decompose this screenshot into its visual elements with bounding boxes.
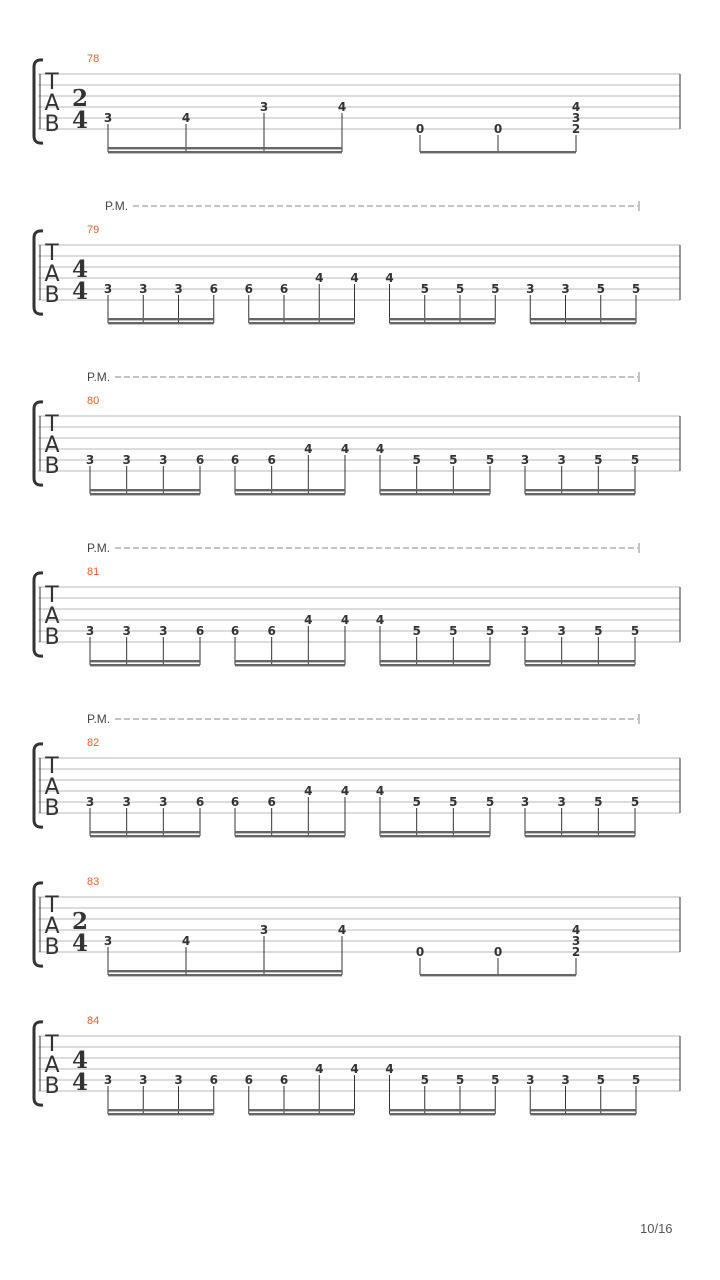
fret-number: 3 bbox=[122, 795, 131, 809]
note bbox=[412, 795, 420, 836]
note bbox=[631, 453, 639, 494]
fret-number: 6 bbox=[209, 1073, 218, 1087]
note bbox=[594, 795, 602, 836]
time-signature-digit: 4 bbox=[71, 1047, 89, 1074]
measure-number: 81 bbox=[87, 566, 100, 578]
fret-number: 3 bbox=[103, 934, 113, 948]
fret-number: 3 bbox=[122, 453, 131, 467]
note bbox=[267, 453, 275, 494]
measure-number: 82 bbox=[87, 737, 100, 749]
fret-number: 4 bbox=[385, 271, 394, 285]
note bbox=[631, 795, 639, 836]
fret-number: 3 bbox=[561, 282, 570, 296]
note bbox=[104, 282, 112, 323]
tab-clef-letter: A bbox=[44, 91, 60, 116]
system-bracket bbox=[34, 883, 43, 966]
beam bbox=[108, 974, 342, 976]
fret-number: 5 bbox=[455, 1073, 465, 1087]
beam bbox=[249, 1113, 355, 1115]
tab-clef-letter: B bbox=[44, 935, 60, 960]
beam bbox=[235, 660, 345, 662]
beam bbox=[530, 1113, 636, 1115]
fret-number: 3 bbox=[139, 282, 148, 296]
fret-number: 4 bbox=[385, 1062, 394, 1076]
fret-number: 5 bbox=[491, 1073, 500, 1087]
note bbox=[304, 442, 312, 494]
beam bbox=[249, 322, 355, 324]
note bbox=[412, 624, 420, 665]
fret-number: 5 bbox=[485, 795, 495, 809]
tab-clef-letter: B bbox=[44, 1074, 60, 1099]
time-signature-digit: 2 bbox=[71, 908, 89, 935]
beam bbox=[420, 974, 576, 976]
note bbox=[210, 1073, 218, 1114]
fret-number: 5 bbox=[449, 624, 458, 638]
note bbox=[86, 624, 94, 665]
fret-number: 4 bbox=[350, 1062, 359, 1076]
note bbox=[338, 100, 346, 152]
fret-number: 3 bbox=[526, 1073, 535, 1087]
fret-number: 4 bbox=[375, 784, 385, 798]
measure-number: 83 bbox=[87, 876, 100, 888]
fret-number: 6 bbox=[195, 624, 205, 638]
fret-number: 0 bbox=[415, 122, 425, 136]
note bbox=[210, 282, 218, 323]
beam bbox=[530, 318, 636, 320]
fret-number: 6 bbox=[244, 1073, 253, 1087]
fret-number: 6 bbox=[230, 795, 240, 809]
note bbox=[486, 453, 494, 494]
note bbox=[338, 923, 346, 975]
fret-number: 5 bbox=[412, 453, 421, 467]
fret-number: 4 bbox=[337, 923, 347, 937]
beam bbox=[108, 147, 342, 149]
tab-system-82 bbox=[34, 712, 680, 837]
fret-number: 3 bbox=[122, 624, 131, 638]
fret-number: 4 bbox=[375, 442, 385, 456]
fret-number: 5 bbox=[449, 795, 458, 809]
note bbox=[139, 1073, 147, 1114]
note bbox=[494, 945, 502, 975]
fret-number: 3 bbox=[139, 1073, 148, 1087]
fret-number: 4 bbox=[340, 784, 350, 798]
measure-number: 80 bbox=[87, 395, 100, 407]
tab-system-78 bbox=[34, 53, 680, 153]
note bbox=[572, 923, 580, 975]
fret-number: 3 bbox=[159, 453, 168, 467]
tab-clef-letter: B bbox=[44, 796, 60, 821]
note bbox=[104, 111, 112, 152]
system-bracket bbox=[34, 60, 43, 143]
beam bbox=[235, 489, 345, 491]
tab-clef-letter: A bbox=[44, 433, 60, 458]
note bbox=[267, 795, 275, 836]
note bbox=[174, 1073, 182, 1114]
fret-number: 3 bbox=[85, 453, 95, 467]
fret-number: 3 bbox=[259, 923, 269, 937]
tab-clef-letter: A bbox=[44, 914, 60, 939]
fret-number: 4 bbox=[304, 613, 313, 627]
tab-clef-letter: A bbox=[44, 262, 60, 287]
time-signature-digit: 4 bbox=[71, 930, 89, 957]
fret-number: 5 bbox=[631, 1073, 641, 1087]
note bbox=[122, 453, 130, 494]
beam bbox=[530, 1109, 636, 1111]
note bbox=[104, 934, 112, 975]
note bbox=[632, 1073, 640, 1114]
system-bracket bbox=[34, 573, 43, 656]
fret-number: 4 bbox=[375, 613, 385, 627]
fret-number: 4 bbox=[304, 442, 313, 456]
fret-number: 6 bbox=[279, 1073, 289, 1087]
beam bbox=[390, 318, 496, 320]
fret-number: 3 bbox=[159, 624, 168, 638]
note bbox=[486, 624, 494, 665]
fret-number: 4 bbox=[181, 111, 191, 125]
tab-clef-letter: T bbox=[45, 1032, 59, 1057]
fret-number: 4 bbox=[571, 100, 581, 114]
fret-number: 2 bbox=[571, 122, 581, 136]
note bbox=[104, 1073, 112, 1114]
fret-number: 2 bbox=[571, 945, 581, 959]
note bbox=[416, 122, 424, 152]
note bbox=[350, 271, 358, 323]
palm-mute-label: P.M. bbox=[87, 370, 111, 384]
note bbox=[245, 1073, 253, 1114]
tab-system-80 bbox=[34, 370, 680, 495]
page-number: 10/16 bbox=[640, 1221, 673, 1236]
note bbox=[521, 795, 529, 836]
note bbox=[260, 100, 268, 152]
fret-number: 3 bbox=[85, 795, 95, 809]
measure-number: 84 bbox=[87, 1015, 100, 1027]
beam bbox=[90, 835, 200, 837]
note bbox=[597, 282, 605, 323]
beam bbox=[380, 660, 490, 662]
fret-number: 5 bbox=[594, 453, 603, 467]
note bbox=[304, 613, 312, 665]
beam bbox=[390, 1109, 496, 1111]
time-signature-digit: 4 bbox=[71, 1069, 89, 1096]
tab-clef-letter: A bbox=[44, 1053, 60, 1078]
note bbox=[315, 1062, 323, 1114]
tab-clef-letter: B bbox=[44, 625, 60, 650]
note bbox=[182, 111, 190, 152]
fret-number: 6 bbox=[267, 624, 276, 638]
tab-system-83 bbox=[34, 876, 680, 976]
note bbox=[341, 784, 349, 836]
fret-number: 5 bbox=[630, 795, 640, 809]
note bbox=[267, 624, 275, 665]
fret-number: 5 bbox=[630, 453, 640, 467]
beam bbox=[108, 1109, 214, 1111]
note bbox=[449, 453, 457, 494]
note bbox=[122, 624, 130, 665]
beam bbox=[249, 318, 355, 320]
note bbox=[412, 453, 420, 494]
beam bbox=[108, 1113, 214, 1115]
note bbox=[526, 282, 534, 323]
note bbox=[341, 442, 349, 494]
fret-number: 6 bbox=[267, 453, 276, 467]
fret-number: 0 bbox=[493, 122, 503, 136]
note bbox=[557, 624, 565, 665]
beam bbox=[420, 151, 576, 153]
beam bbox=[380, 664, 490, 666]
tab-clef-letter: T bbox=[45, 241, 59, 266]
tab-clef-letter: B bbox=[44, 112, 60, 137]
beam bbox=[235, 493, 345, 495]
note bbox=[385, 1062, 393, 1114]
fret-number: 4 bbox=[340, 442, 350, 456]
fret-number: 3 bbox=[571, 934, 581, 948]
measure-number: 78 bbox=[87, 53, 100, 65]
note bbox=[456, 1073, 464, 1114]
fret-number: 4 bbox=[304, 784, 313, 798]
note bbox=[231, 624, 239, 665]
note bbox=[494, 122, 502, 152]
tab-clef-letter: A bbox=[44, 604, 60, 629]
fret-number: 5 bbox=[485, 624, 495, 638]
fret-number: 5 bbox=[596, 1073, 605, 1087]
fret-number: 3 bbox=[520, 453, 530, 467]
fret-number: 6 bbox=[209, 282, 218, 296]
fret-number: 4 bbox=[340, 613, 350, 627]
tab-system-79 bbox=[34, 199, 680, 324]
beam bbox=[380, 489, 490, 491]
system-bracket bbox=[34, 402, 43, 485]
beam bbox=[525, 831, 635, 833]
fret-number: 5 bbox=[485, 453, 495, 467]
tab-clef-letter: T bbox=[45, 893, 59, 918]
fret-number: 3 bbox=[103, 111, 113, 125]
beam bbox=[108, 318, 214, 320]
beam bbox=[525, 660, 635, 662]
note bbox=[491, 282, 499, 323]
fret-number: 3 bbox=[259, 100, 269, 114]
tab-system-84 bbox=[34, 1015, 680, 1115]
note bbox=[521, 624, 529, 665]
system-bracket bbox=[34, 1022, 43, 1105]
tab-clef-letter: B bbox=[44, 454, 60, 479]
note bbox=[304, 784, 312, 836]
fret-number: 3 bbox=[557, 624, 566, 638]
note bbox=[416, 945, 424, 975]
note bbox=[557, 795, 565, 836]
beam bbox=[249, 1109, 355, 1111]
note bbox=[280, 282, 288, 323]
note bbox=[376, 613, 384, 665]
beam bbox=[108, 970, 342, 972]
note bbox=[421, 282, 429, 323]
note bbox=[196, 795, 204, 836]
note bbox=[182, 934, 190, 975]
fret-number: 4 bbox=[315, 271, 324, 285]
note bbox=[561, 282, 569, 323]
fret-number: 3 bbox=[159, 795, 168, 809]
tab-clef-letter: T bbox=[45, 70, 59, 95]
note bbox=[486, 795, 494, 836]
beam bbox=[525, 489, 635, 491]
fret-number: 5 bbox=[631, 282, 641, 296]
note bbox=[350, 1062, 358, 1114]
beam bbox=[108, 151, 342, 153]
tab-clef-letter: A bbox=[44, 775, 60, 800]
note bbox=[260, 923, 268, 975]
fret-number: 3 bbox=[520, 795, 530, 809]
beam bbox=[90, 664, 200, 666]
beam bbox=[108, 322, 214, 324]
beam bbox=[525, 664, 635, 666]
tab-system-81 bbox=[34, 541, 680, 666]
fret-number: 5 bbox=[412, 795, 421, 809]
note bbox=[122, 795, 130, 836]
note bbox=[456, 282, 464, 323]
fret-number: 4 bbox=[337, 100, 347, 114]
note bbox=[86, 795, 94, 836]
note bbox=[231, 453, 239, 494]
fret-number: 4 bbox=[181, 934, 191, 948]
fret-number: 3 bbox=[103, 1073, 113, 1087]
time-signature-digit: 4 bbox=[71, 256, 89, 283]
fret-number: 5 bbox=[594, 624, 603, 638]
beam bbox=[380, 831, 490, 833]
note bbox=[449, 795, 457, 836]
fret-number: 5 bbox=[594, 795, 603, 809]
fret-number: 4 bbox=[350, 271, 359, 285]
fret-number: 0 bbox=[415, 945, 425, 959]
measure-number: 79 bbox=[87, 224, 100, 236]
note bbox=[449, 624, 457, 665]
fret-number: 6 bbox=[230, 453, 240, 467]
fret-number: 6 bbox=[244, 282, 253, 296]
tab-clef-letter: T bbox=[45, 583, 59, 608]
note bbox=[632, 282, 640, 323]
fret-number: 5 bbox=[491, 282, 500, 296]
note bbox=[174, 282, 182, 323]
palm-mute-label: P.M. bbox=[87, 541, 111, 555]
beam bbox=[235, 835, 345, 837]
fret-number: 3 bbox=[174, 282, 183, 296]
note bbox=[421, 1073, 429, 1114]
time-signature-digit: 4 bbox=[71, 107, 89, 134]
note bbox=[376, 442, 384, 494]
palm-mute-label: P.M. bbox=[87, 712, 111, 726]
note bbox=[245, 282, 253, 323]
fret-number: 3 bbox=[85, 624, 95, 638]
note bbox=[159, 795, 167, 836]
beam bbox=[380, 835, 490, 837]
fret-number: 3 bbox=[557, 795, 566, 809]
note bbox=[315, 271, 323, 323]
note bbox=[521, 453, 529, 494]
beam bbox=[235, 831, 345, 833]
note bbox=[159, 624, 167, 665]
beam bbox=[90, 493, 200, 495]
note bbox=[376, 784, 384, 836]
fret-number: 5 bbox=[449, 453, 458, 467]
note bbox=[631, 624, 639, 665]
note bbox=[196, 624, 204, 665]
time-signature-digit: 4 bbox=[71, 278, 89, 305]
beam bbox=[235, 664, 345, 666]
beam bbox=[90, 660, 200, 662]
beam bbox=[390, 322, 496, 324]
beam bbox=[380, 493, 490, 495]
fret-number: 5 bbox=[420, 282, 429, 296]
note bbox=[280, 1073, 288, 1114]
fret-number: 6 bbox=[279, 282, 289, 296]
note bbox=[526, 1073, 534, 1114]
note bbox=[139, 282, 147, 323]
fret-number: 3 bbox=[526, 282, 535, 296]
beam bbox=[390, 1113, 496, 1115]
fret-number: 6 bbox=[230, 624, 240, 638]
note bbox=[597, 1073, 605, 1114]
fret-number: 0 bbox=[493, 945, 503, 959]
beam bbox=[525, 493, 635, 495]
fret-number: 5 bbox=[455, 282, 465, 296]
beam bbox=[90, 831, 200, 833]
note bbox=[159, 453, 167, 494]
fret-number: 6 bbox=[195, 795, 205, 809]
fret-number: 5 bbox=[412, 624, 421, 638]
beam bbox=[530, 322, 636, 324]
system-bracket bbox=[34, 744, 43, 827]
beam bbox=[90, 489, 200, 491]
tab-clef-letter: T bbox=[45, 754, 59, 779]
fret-number: 3 bbox=[557, 453, 566, 467]
fret-number: 5 bbox=[596, 282, 605, 296]
tab-clef-letter: T bbox=[45, 412, 59, 437]
fret-number: 6 bbox=[195, 453, 205, 467]
fret-number: 6 bbox=[267, 795, 276, 809]
note bbox=[231, 795, 239, 836]
tab-clef-letter: B bbox=[44, 283, 60, 308]
beam bbox=[525, 835, 635, 837]
fret-number: 4 bbox=[571, 923, 581, 937]
fret-number: 3 bbox=[520, 624, 530, 638]
system-bracket bbox=[34, 231, 43, 314]
fret-number: 4 bbox=[315, 1062, 324, 1076]
fret-number: 3 bbox=[174, 1073, 183, 1087]
note bbox=[557, 453, 565, 494]
note bbox=[491, 1073, 499, 1114]
fret-number: 5 bbox=[420, 1073, 429, 1087]
time-signature-digit: 2 bbox=[71, 85, 89, 112]
note bbox=[572, 100, 580, 152]
fret-number: 3 bbox=[571, 111, 581, 125]
note bbox=[341, 613, 349, 665]
note bbox=[594, 624, 602, 665]
note bbox=[561, 1073, 569, 1114]
note bbox=[196, 453, 204, 494]
fret-number: 5 bbox=[630, 624, 640, 638]
fret-number: 3 bbox=[103, 282, 113, 296]
note bbox=[385, 271, 393, 323]
note bbox=[86, 453, 94, 494]
fret-number: 3 bbox=[561, 1073, 570, 1087]
note bbox=[594, 453, 602, 494]
palm-mute-label: P.M. bbox=[105, 199, 129, 213]
